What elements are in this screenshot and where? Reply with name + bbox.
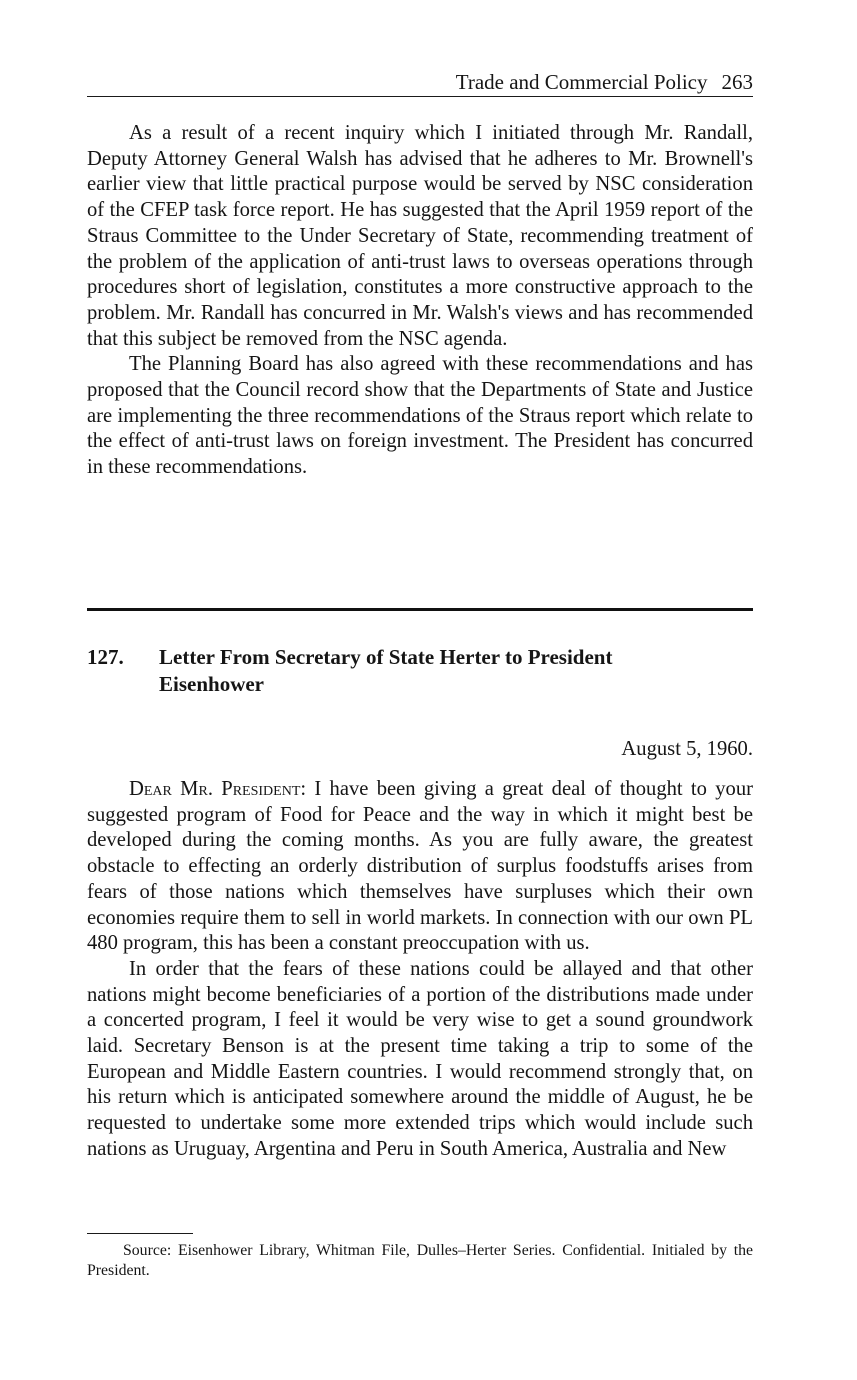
continued-text xyxy=(87,121,753,481)
salutation: Dear Mr. President: xyxy=(129,778,307,800)
document-number: 127. xyxy=(87,645,124,669)
source-footnote: Source: Eisenhower Library, Whitman File, Dulles–Herter Series. Confidential. Initialed by the President. xyxy=(87,1242,753,1279)
section-divider xyxy=(87,608,753,611)
running-head xyxy=(87,68,753,97)
letter-body xyxy=(87,777,753,1163)
document-title: Letter From Secretary of State Herter to President Eisenhower xyxy=(159,645,613,696)
body-paragraph: As a result of a recent inquiry which I initiated through Mr. Randall, Deputy Attorney General Walsh has advised that he adheres to Mr. Brownell's earlier view that little practical purpose would be served by NSC consideration of the CFEP task force report. He has suggested that the April 1959 report of the Straus Committee to the Under Secretary of State, recommending treatment of the problem of the application of anti-trust laws to overseas operations through procedures short of legislation, constitutes a more constructive approach to the problem. Mr. Randall has concurred in Mr. Walsh's views and has recommended that this subject be removed from the NSC agenda. xyxy=(87,122,753,350)
page-number: 263 xyxy=(721,70,753,94)
letter-date: August 5, 1960. xyxy=(621,738,753,760)
first-paragraph-text: I have been giving a great deal of thought to your suggested program of Food for Peace and the way in which it might best be developed during the coming months. As you are fully aware, the greatest obstacle to effecting an orderly distribution of surplus foodstuffs arises from fears of those nations which themselves have surpluses which their own economies require them to sell in world markets. In connection with our own PL 480 program, this has been a constant preoccupation with us. xyxy=(87,778,753,955)
document-heading xyxy=(87,644,753,698)
running-head-title: Trade and Commercial Policy xyxy=(455,70,708,94)
footnote-rule xyxy=(87,1233,193,1234)
body-paragraph: In order that the fears of these nations could be allayed and that other nations might become beneficiaries of a portion of the distributions made under a concerted program, I feel it would be very wise to get a sound groundwork laid. Secretary Benson is at the present time taking a trip to some of the European and Middle Eastern countries. I would recommend strongly that, on his return which is anticipated somewhere around the middle of August, he be requested to undertake some more extended trips which would include such nations as Uruguay, Argentina and Peru in South America, Australia and New xyxy=(87,957,753,1160)
body-paragraph: The Planning Board has also agreed with these recommendations and has proposed that the Council record show that the Departments of State and Justice are implementing the three recommendations of the Straus report which relate to the effect of anti-trust laws on foreign investment. The President has concurred in these recommendations. xyxy=(87,353,753,479)
document-page xyxy=(87,0,753,1380)
body-paragraph xyxy=(87,777,753,957)
